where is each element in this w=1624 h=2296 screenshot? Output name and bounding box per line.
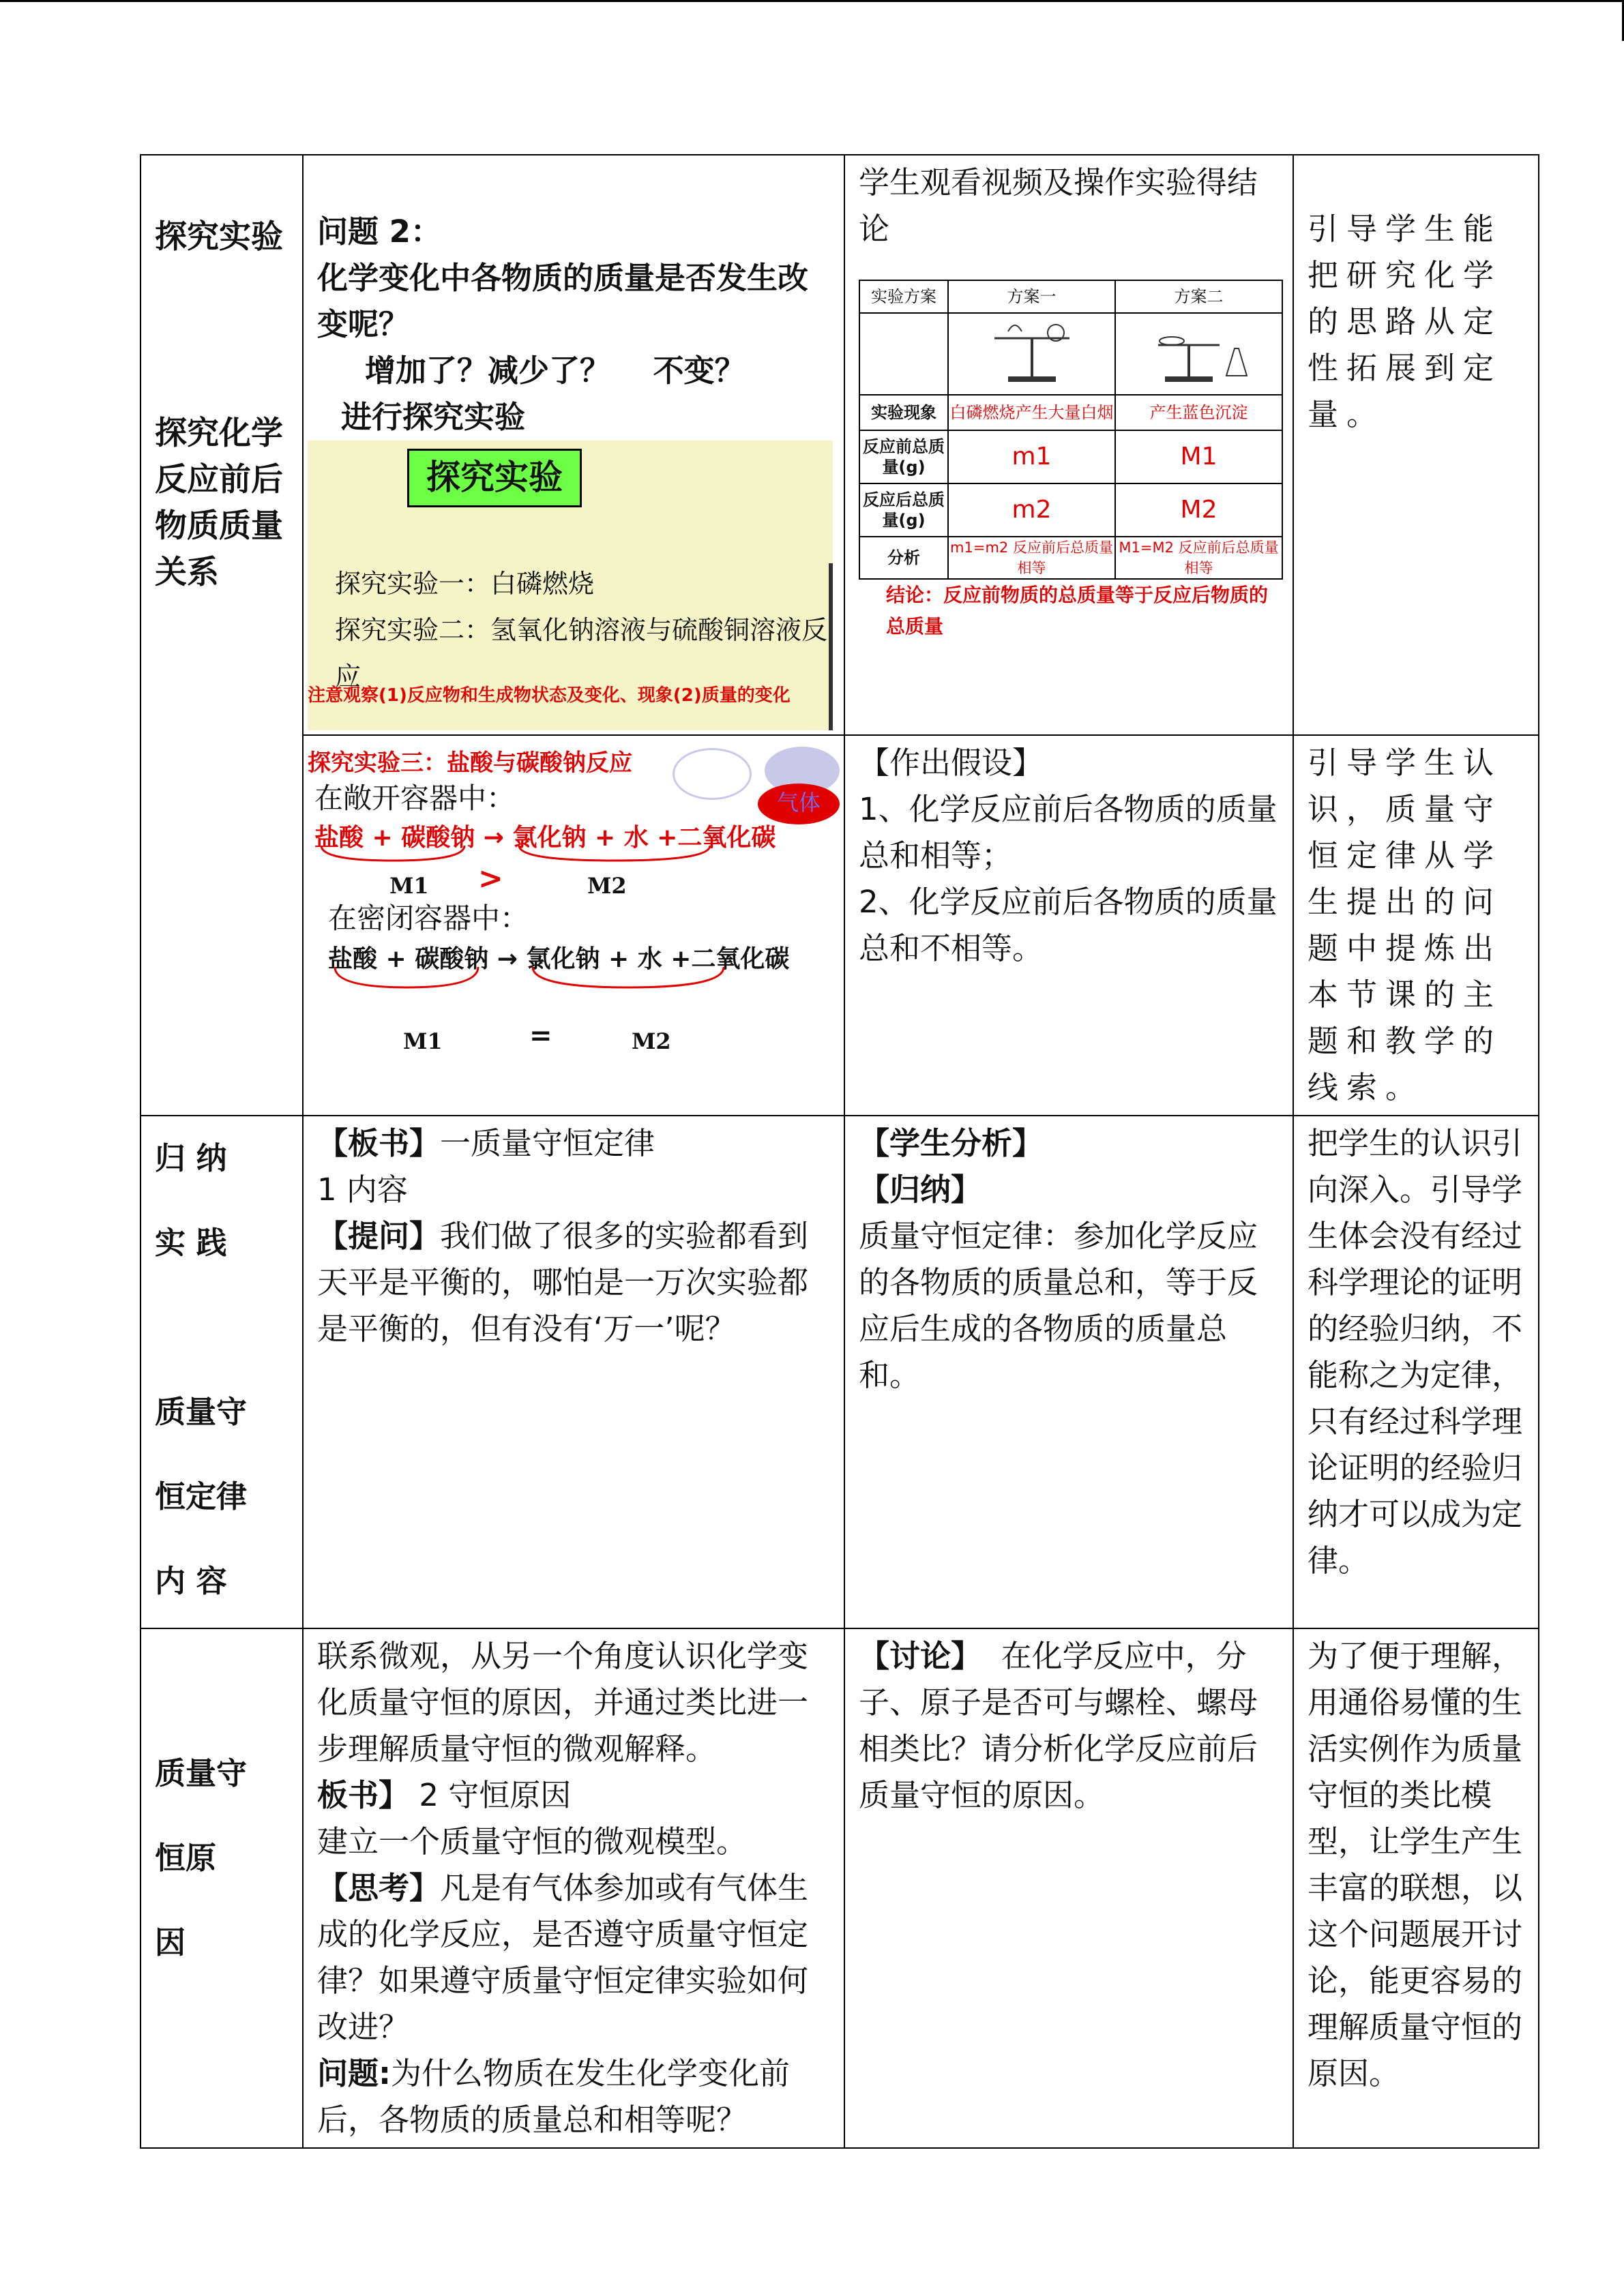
design-text: 把学生的认识引向深入。引导学生体会没有经过科学理论的证明的经验归纳，不能称之为定律，只有经过科学理论证明的经验归纳才可以成为定律。 xyxy=(1308,1125,1523,1579)
stage-line: 内 容 xyxy=(155,1563,227,1599)
hypothesis-2: 2、化学反应前后各物质的质量总和不相等。 xyxy=(859,884,1278,966)
analysis-tag: 【学生分析】 xyxy=(859,1125,1044,1161)
stage-line: 因 xyxy=(155,1924,186,1960)
question-text: 为什么物质在发生化学变化前后，各物质的质量总和相等呢？ xyxy=(317,2055,791,2138)
closed-m1: M1 xyxy=(403,1028,443,1054)
bubble-shape xyxy=(673,748,752,800)
closed-m2: M2 xyxy=(632,1028,671,1054)
hypothesis-title: 【作出假设】 xyxy=(859,745,1044,781)
open-equation: 盐酸 + 碳酸钠 → 氯化钠 + 水 +二氧化碳 xyxy=(314,824,776,852)
lesson-plan-table xyxy=(140,154,1539,2149)
board-text: 2 守恒原因 xyxy=(409,1777,572,1813)
student-text: 学生观看视频及操作实验得结论 xyxy=(859,164,1258,247)
content-line: 1 内容 xyxy=(317,1172,408,1208)
rt-cell: 分析 xyxy=(859,537,948,579)
stage-title: 探究实验 xyxy=(155,218,283,256)
stage-line: 质量守 xyxy=(155,1394,248,1430)
stage-cell xyxy=(141,1116,303,1628)
result-conclusion: 结论：反应前物质的总质量等于反应后物质的总质量 xyxy=(886,584,1269,638)
design-text: 引导学生能把研究化学的思路从定性拓展到定量。 xyxy=(1308,211,1503,432)
rt-cell: m1 xyxy=(948,430,1115,483)
stage-line: 恒原 xyxy=(155,1840,217,1876)
top-border-line xyxy=(0,0,1624,2)
equal-sign: = xyxy=(529,1019,552,1052)
result-table xyxy=(859,280,1283,580)
board-text: 一质量守恒定律 xyxy=(440,1125,655,1161)
think-tag: 【思考】 xyxy=(317,1870,441,1906)
closed-container-label: 在密闭容器中： xyxy=(328,901,529,935)
closed-equation: 盐酸 + 碳酸钠 → 氯化钠 + 水 +二氧化碳 xyxy=(328,945,790,973)
design-cell xyxy=(1293,155,1539,735)
table-row xyxy=(141,1628,1539,2148)
closed-brackets xyxy=(328,964,737,998)
discuss-tag: 【讨论】 xyxy=(859,1638,982,1674)
design-cell xyxy=(1293,1116,1539,1628)
equation-slide xyxy=(308,740,833,1108)
board-tag: 【板书】 xyxy=(317,1125,441,1161)
slide-banner: 探究实验 xyxy=(407,449,582,507)
slide-note: 注意观察(1)反应物和生成物状态及变化、现象(2)质量的变化 xyxy=(308,685,791,706)
slide-line-2: 探究实验二：氢氧化钠溶液与硫酸铜溶液反应 xyxy=(335,615,828,691)
greater-sign: > xyxy=(478,861,503,896)
stage-subtitle: 探究化学反应前后物质质量关系 xyxy=(155,415,283,591)
ask-tag: 【提问】 xyxy=(317,1218,441,1254)
balance-icon-1 xyxy=(948,313,1115,395)
design-cell xyxy=(1293,1628,1539,2148)
open-container-label: 在敞开容器中： xyxy=(314,781,516,815)
stage-line: 恒定律 xyxy=(155,1478,248,1515)
table-row xyxy=(141,155,1539,735)
design-cell xyxy=(1293,735,1539,1116)
question-tag: 问题: xyxy=(317,2055,391,2091)
eq-title: 探究实验三：盐酸与碳酸钠反应 xyxy=(308,749,632,777)
student-activity-cell xyxy=(844,1628,1293,2148)
rt-cell: M1=M2 反应前后总质量相等 xyxy=(1115,537,1282,579)
model-text: 建立一个质量守恒的微观模型。 xyxy=(317,1823,748,1860)
teacher-activity-cell xyxy=(303,735,844,1116)
teacher-activity-cell xyxy=(303,155,844,735)
hypothesis-1: 1、化学反应前后各物质的质量总和相等； xyxy=(859,791,1278,874)
stage-cell xyxy=(141,1628,303,2148)
rt-cell: 反应前总质量(g) xyxy=(859,430,948,483)
stage-line: 质量守 xyxy=(155,1755,248,1791)
student-activity-cell xyxy=(844,155,1293,735)
question-title: 问题 2： xyxy=(317,213,441,250)
intro-text: 联系微观，从另一个角度认识化学变化质量守恒的原因，并通过类比进一步理解质量守恒的微观解释。 xyxy=(317,1638,809,1767)
question-action: 进行探究实验 xyxy=(341,399,526,435)
balance-icon-2 xyxy=(1115,313,1282,395)
teacher-activity-cell xyxy=(303,1116,844,1628)
rt-cell: M1 xyxy=(1115,430,1282,483)
slide-edge xyxy=(829,563,833,730)
stage-line: 归 纳 xyxy=(155,1140,227,1176)
design-text: 为了便于理解，用通俗易懂的生活实例作为质量守恒的类比模型，让学生产生丰富的联想，以这个问题展开讨论，能更容易的理解质量守恒的原因。 xyxy=(1308,1638,1523,2091)
student-activity-cell xyxy=(844,1116,1293,1628)
rt-cell: 白磷燃烧产生大量白烟 xyxy=(948,395,1115,430)
table-row xyxy=(141,735,1539,1116)
question-options: 增加了？减少了？ 不变？ xyxy=(365,353,745,389)
stage-line: 实 践 xyxy=(155,1225,227,1261)
table-row xyxy=(141,1116,1539,1628)
teacher-activity-cell xyxy=(303,1628,844,2148)
open-brackets xyxy=(314,842,724,869)
student-activity-cell xyxy=(844,735,1293,1116)
open-m2: M2 xyxy=(587,873,627,899)
question-body: 化学变化中各物质的质量是否发生改变呢？ xyxy=(317,260,809,342)
rt-cell: M2 xyxy=(1115,483,1282,537)
ask-text: 我们做了很多的实验都看到天平是平衡的，哪怕是一万次实验都是平衡的，但有没有‘万一’呢？ xyxy=(317,1218,809,1347)
gas-label: 气体 xyxy=(758,784,840,824)
summary-tag: 【归纳】 xyxy=(859,1172,982,1208)
open-m1: M1 xyxy=(389,873,429,899)
result-table-image xyxy=(859,280,1282,642)
law-text: 质量守恒定律：参加化学反应的各物质的质量总和，等于反应后生成的各物质的质量总和。 xyxy=(859,1218,1258,1393)
rt-cell: 反应后总质量(g) xyxy=(859,483,948,537)
rt-cell: 产生蓝色沉淀 xyxy=(1115,395,1282,430)
think-text: 凡是有气体参加或有气体生成的化学反应，是否遵守质量守恒定律？如果遵守质量守恒定律实验如何改进？ xyxy=(317,1870,809,2045)
rt-cell: 实验现象 xyxy=(859,395,948,430)
rt-header-2: 方案二 xyxy=(1115,280,1282,313)
rt-cell: m2 xyxy=(948,483,1115,537)
rt-header-0: 实验方案 xyxy=(859,280,948,313)
experiment-slide xyxy=(308,441,833,730)
rt-header-1: 方案一 xyxy=(948,280,1115,313)
design-text: 引导学生认识，质量守恒定律从学生提出的问题中提炼出本节课的主题和教学的线索。 xyxy=(1308,745,1503,1105)
slide-line-1: 探究实验一：白磷燃烧 xyxy=(335,569,595,599)
stage-cell xyxy=(141,155,303,1116)
rt-cell: m1=m2 反应前后总质量相等 xyxy=(948,537,1115,579)
discuss-text: 在化学反应中，分子、原子是否可与螺栓、螺母相类比？请分析化学反应前后质量守恒的原因。 xyxy=(859,1638,1258,1813)
board-tag: 板书】 xyxy=(317,1777,410,1813)
